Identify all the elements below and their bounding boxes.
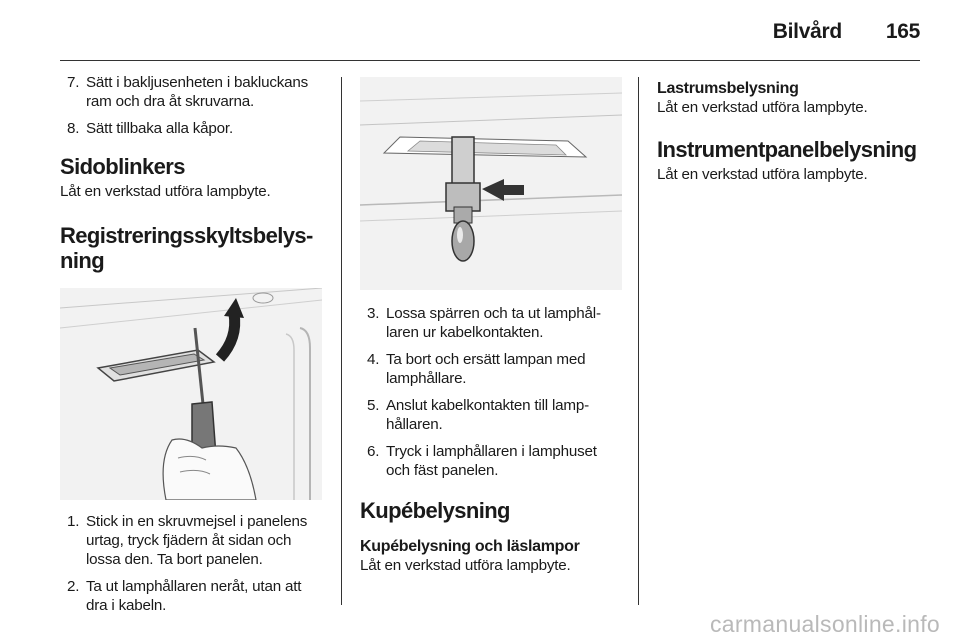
step-item [60, 577, 325, 615]
step-text: Sätt tillbaka alla kåpor. [86, 120, 233, 137]
heading-kupebelysning: Kupébelysning [360, 498, 510, 523]
step-item [360, 304, 622, 342]
step-text: Sätt i bakljusenheten i bakluckans ram och dra åt skruvarna. [86, 74, 308, 110]
step-text: Ta ut lamphållaren neråt, utan att dra i kabeln. [86, 578, 302, 614]
column-3 [657, 73, 922, 184]
column-2 [360, 73, 622, 575]
steps-list [360, 304, 622, 480]
step-item [360, 396, 622, 434]
heading-line-2: ning [60, 248, 105, 273]
lamp-holder-illustration [360, 77, 622, 290]
step-item [60, 119, 325, 138]
heading-instrumentpanelbelysning: Instrumentpanelbelysning [657, 137, 917, 162]
step-text: Ta bort och ersätt lampan med lamphållare. [386, 351, 586, 387]
subheading-lastrumsbelysning: Lastrumsbelysning [657, 80, 799, 97]
column-divider-1 [341, 77, 342, 605]
step-number: 1. [67, 513, 80, 530]
step-text: Anslut kabelkontakten till lamphållaren. [386, 397, 590, 433]
heading-sidoblinkers: Sidoblinkers [60, 154, 185, 179]
page-number: 165 [885, 20, 920, 43]
column-divider-2 [638, 77, 639, 605]
column-1 [60, 73, 325, 623]
steps-list-bottom [60, 512, 325, 615]
page-header [773, 20, 920, 44]
lastrum-text: Låt en verkstad utföra lampbyte. [657, 99, 868, 116]
step-item [360, 350, 622, 388]
step-item [60, 512, 325, 569]
step-number: 7. [67, 74, 80, 91]
step-number: 6. [367, 443, 380, 460]
step-number: 2. [67, 578, 80, 595]
heading-registreringsskylt [60, 223, 325, 273]
step-item [360, 442, 622, 480]
instr-text: Låt en verkstad utföra lampbyte. [657, 166, 868, 183]
sidoblinkers-text: Låt en verkstad utföra lampbyte. [60, 183, 271, 200]
watermark: carmanualsonline.info [709, 611, 940, 637]
step-number: 8. [67, 120, 80, 137]
heading-line-1: Registreringsskyltsbelys- [60, 223, 313, 248]
step-text: Stick in en skruvmejsel i panelens urtag, tryck fjädern åt sidan och lossa den. Ta bort panelen. [86, 513, 308, 568]
license-plate-light-illustration [60, 288, 322, 500]
kupe-text: Låt en verkstad utföra lampbyte. [360, 557, 571, 574]
steps-list-top [60, 73, 325, 138]
step-text: Tryck i lamphållaren i lamphuset och fäst panelen. [386, 443, 597, 479]
header-rule [60, 60, 920, 61]
step-number: 5. [367, 397, 380, 414]
step-number: 3. [367, 305, 380, 322]
section-title: Bilvård [772, 20, 842, 43]
step-text: Lossa spärren och ta ut lamphållaren ur kabelkontakten. [386, 305, 601, 341]
step-number: 4. [367, 351, 380, 368]
step-item [60, 73, 325, 111]
subheading-kupebelysning-laslampor: Kupébelysning och läslampor [360, 538, 580, 555]
